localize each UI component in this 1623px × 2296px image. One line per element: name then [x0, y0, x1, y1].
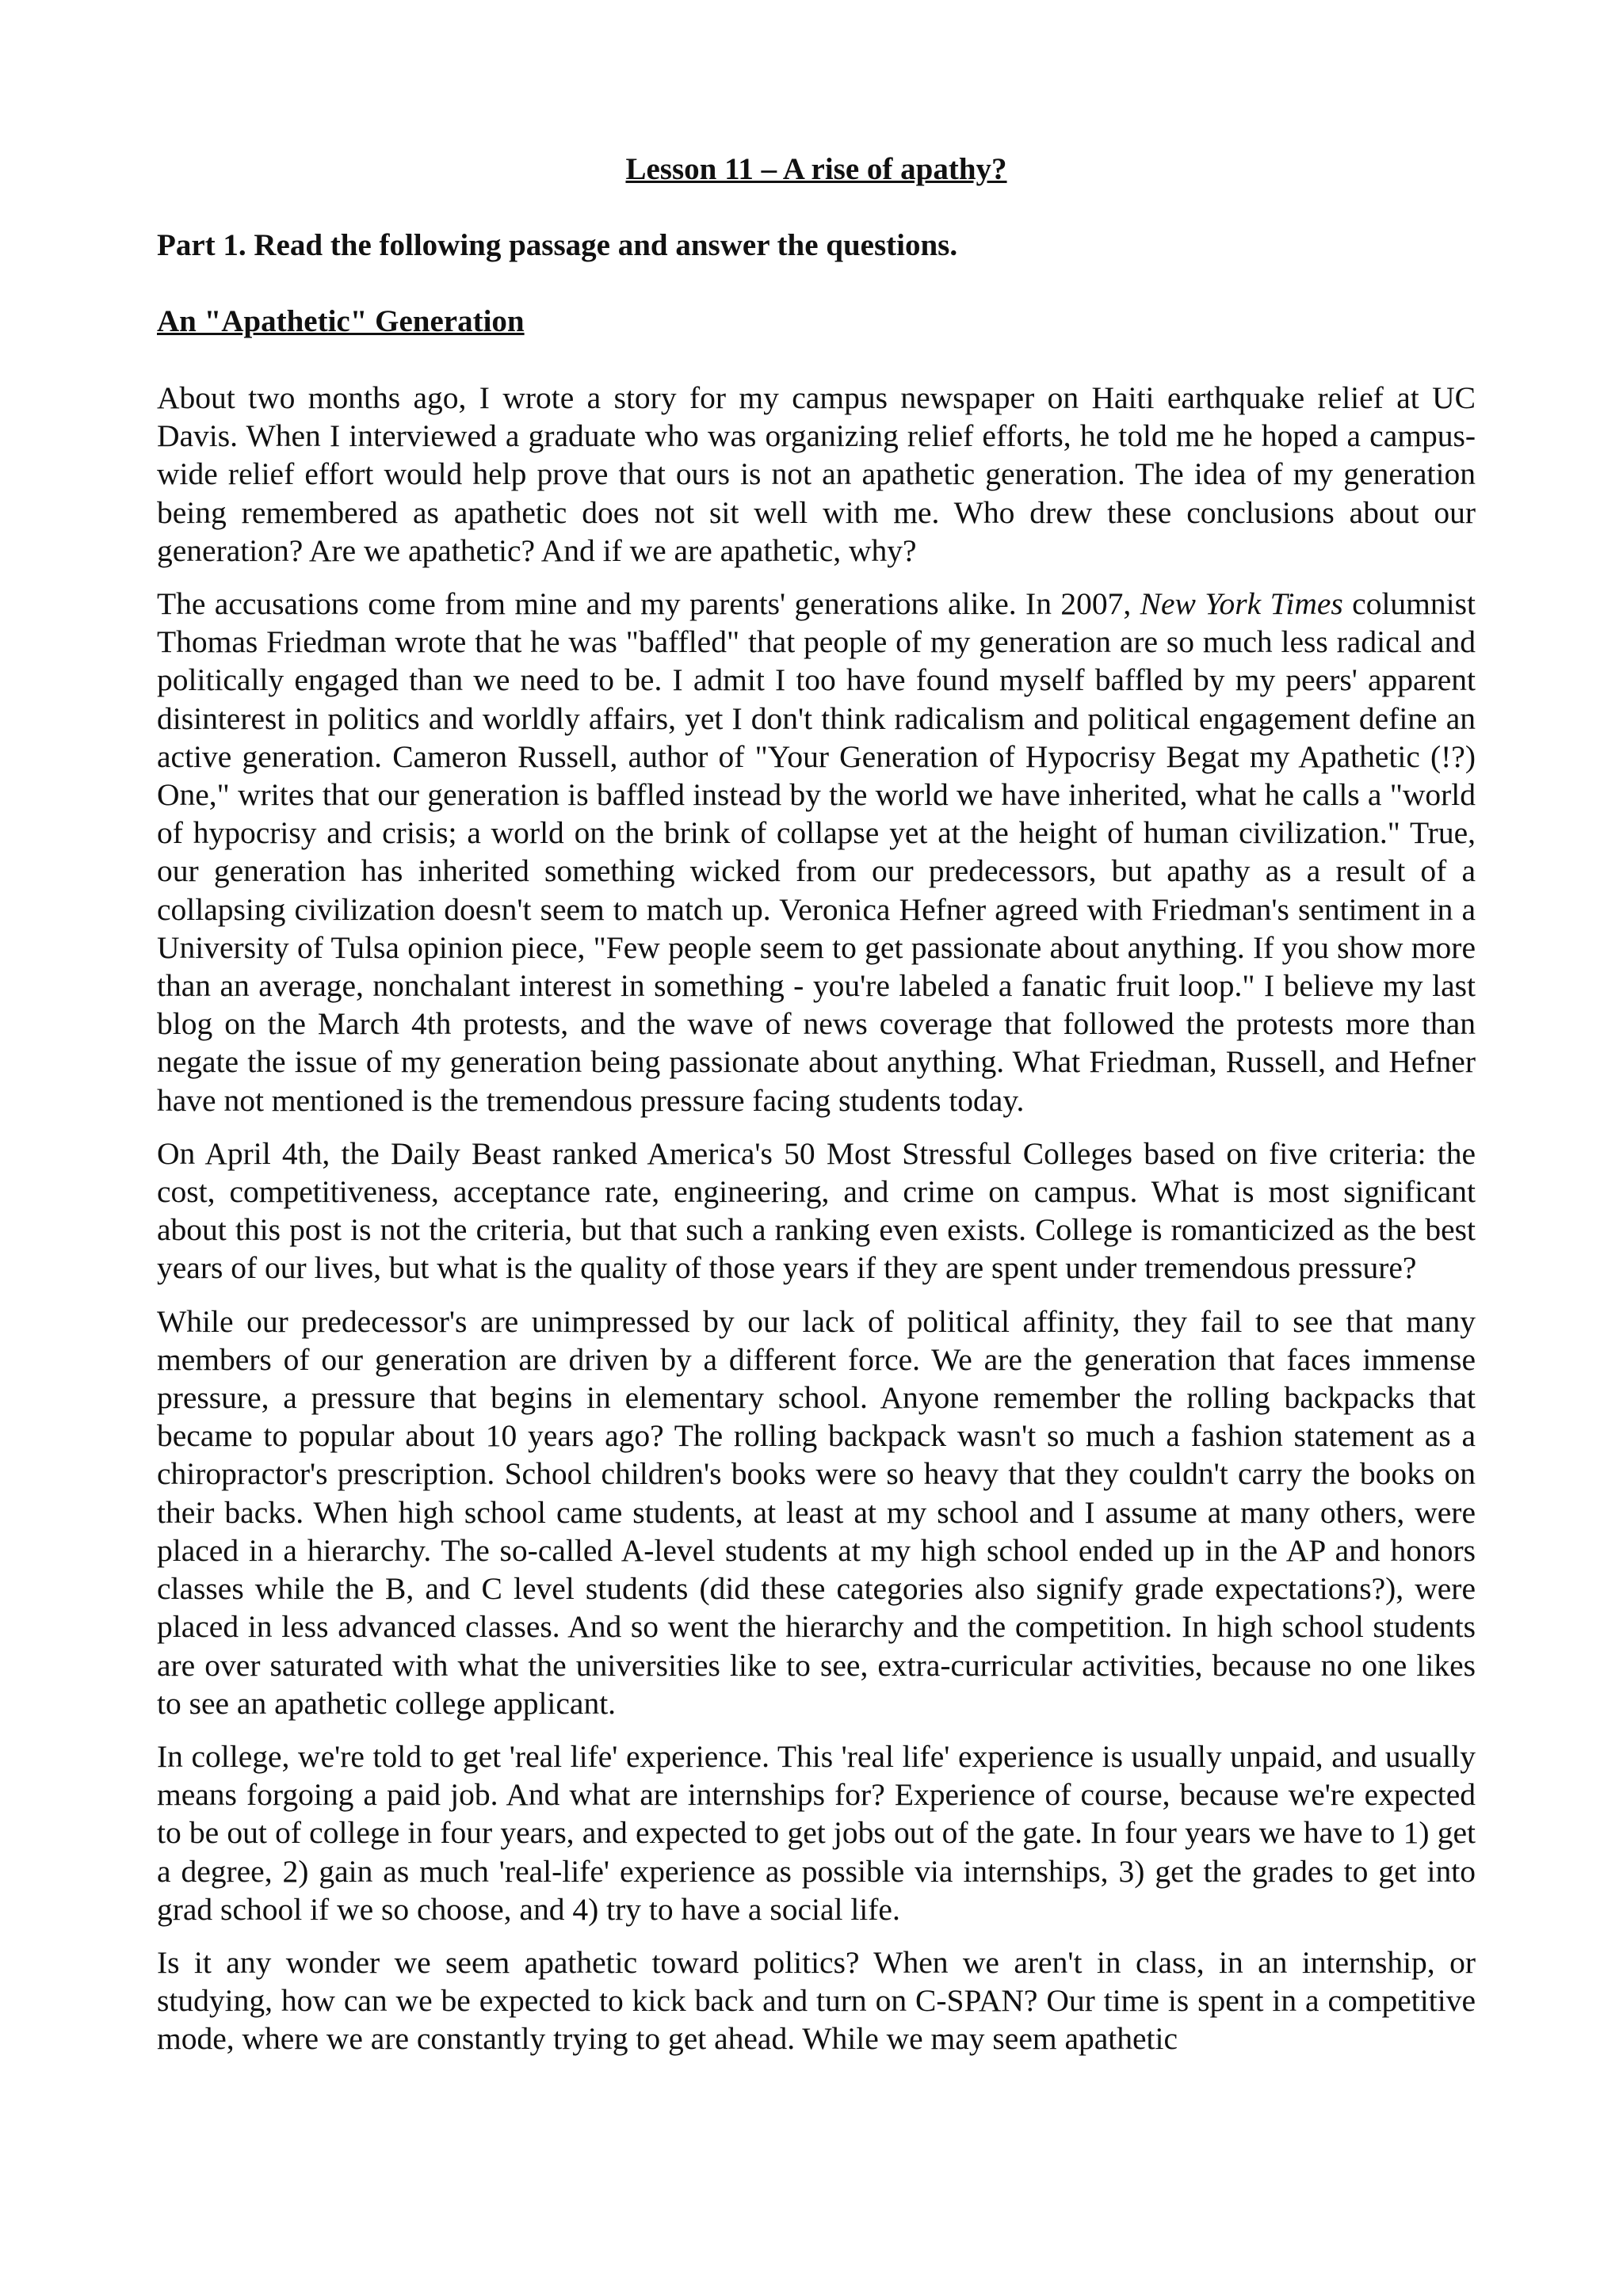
paragraph-6: Is it any wonder we seem apathetic toward politics? When we aren't in class, in an internship, or studying, how can we be expected to kick back and turn on C-SPAN? Our time is spent in a competitive mode, where we are constantly trying to get ahead. While we may seem apathetic [157, 1944, 1476, 2057]
document-page [157, 151, 1476, 2073]
paragraph-2-text-start: The accusations come from mine and my parents' generations alike. In 2007, [157, 586, 1140, 622]
paragraph-2-text-end: columnist Thomas Friedman wrote that he was "baffled" that people of my generation are so much less radical and politically engaged than we need to be. I admit I too have found myself baffled by my peers' apparent disinterest in politics and worldly affairs, yet I don't think radicalism and political engagement define an active generation. Cameron Russell, author of "Your Generation of Hypocrisy Begat my Apathetic (!?) One," writes that our generation is baffled instead by the world we have inherited, what he calls a "world of hypocrisy and crisis; a world on the brink of collapse yet at the height of human civilization." True, our generation has inherited something wicked from our predecessors, but apathy as a result of a collapsing civilization doesn't seem to match up. Veronica Hefner agreed with Friedman's sentiment in a University of Tulsa opinion piece, "Few people seem to get passionate about anything. If you show more than an average, nonchalant interest in something - you're labeled a fanatic fruit loop." I believe my last blog on the March 4th protests, and the wave of news coverage that followed the protests more than negate the issue of my generation being passionate about anything. What Friedman, Russell, and Hefner have not mentioned is the tremendous pressure facing students today. [157, 586, 1476, 1118]
passage-title: An "Apathetic" Generation [157, 304, 525, 338]
newspaper-title: New York Times [1140, 586, 1343, 622]
part-heading: Part 1. Read the following passage and answer the questions. [157, 228, 958, 262]
paragraph-3: On April 4th, the Daily Beast ranked America's 50 Most Stressful Colleges based on five criteria: the cost, competitiveness, acceptance rate, engineering, and crime on campus. What is most significant about this post is not the criteria, but that such a ranking even exists. College is romanticized as the best years of our lives, but what is the quality of those years if they are spent under tremendous pressure? [157, 1135, 1476, 1286]
paragraph-1: About two months ago, I wrote a story for my campus newspaper on Haiti earthquake relief at UC Davis. When I interviewed a graduate who was organizing relief efforts, he told me he hoped a campus-wide relief effort would help prove that ours is not an apathetic generation. The idea of my generation being remembered as apathetic does not sit well with me. Who drew these conclusions about our generation? Are we apathetic? And if we are apathetic, why? [157, 380, 1476, 568]
lesson-title: Lesson 11 – A rise of apathy? [625, 152, 1007, 186]
paragraph-4: While our predecessor's are unimpressed by our lack of political affinity, they fail to see that many members of our generation are driven by a different force. We are the generation that faces immense pressure, a pressure that begins in elementary school. Anyone remember the rolling backpacks that became to popular about 10 years ago? The rolling backpack wasn't so much a fashion statement as a chiropractor's prescription. School children's books were so heavy that they couldn't carry the books on their backs. When high school came students, at least at my school and I assume at many others, were placed in a hierarchy. The so-called A-level students at my high school ended up in the AP and honors classes while the B, and C level students (did these categories also signify grade expectations?), were placed in less advanced classes. And so went the hierarchy and the competition. In high school students are over saturated with what the universities like to see, extra-curricular activities, because no one likes to see an apathetic college applicant. [157, 1303, 1476, 1721]
paragraph-2 [157, 585, 1476, 1119]
paragraph-5: In college, we're told to get 'real life' experience. This 'real life' experience is usually unpaid, and usually means forgoing a paid job. And what are internships for? Experience of course, because we're expected to be out of college in four years, and expected to get jobs out of the gate. In four years we have to 1) get a degree, 2) gain as much 'real-life' experience as possible via internships, 3) get the grades to get into grad school if we so choose, and 4) try to have a social life. [157, 1738, 1476, 1927]
